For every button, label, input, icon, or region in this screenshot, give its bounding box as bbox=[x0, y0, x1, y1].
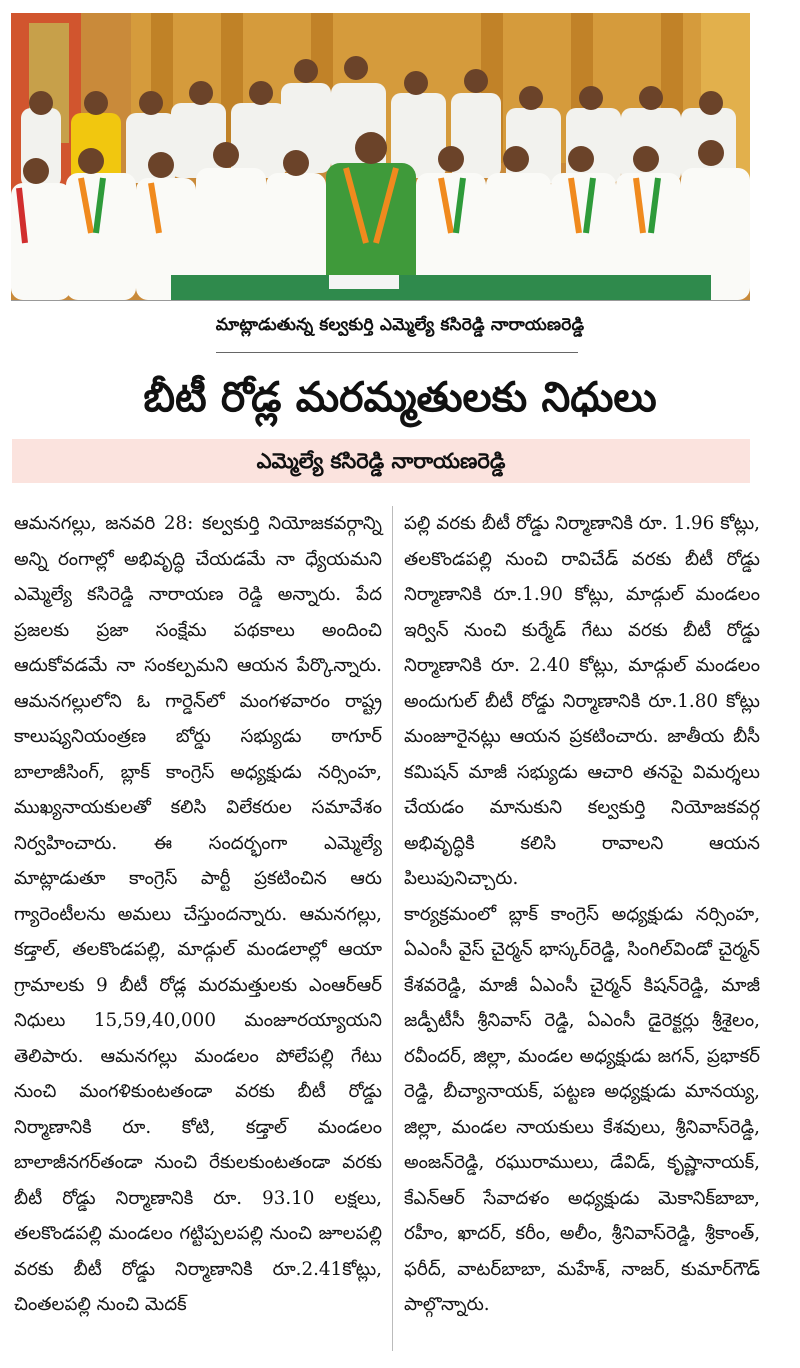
article-paragraph: పల్లి వరకు బీటీ రోడ్డు నిర్మాణానికి రూ. 1.96 కోట్లు, తలకొండపల్లి నుంచి రావిచేడ్ వరకు బీటీ రోడ్డు నిర్మాణానికి రూ.1.90 కోట్లు, మాడ్గుల్ మండలం ఇర్విన్ నుంచి కుర్మేడ్ గేటు వరకు బీటీ రోడ్డు నిర్మాణానికి రూ. 2.40 కోట్లు, మాడ్గుల్ మండలం అందుగుల్ బీటీ రోడ్డు నిర్మాణానికి రూ.1.80 కోట్లు మంజూరైనట్లు ఆయన ప్రకటించారు. జాతీయ బీసీ కమిషన్ మాజీ సభ్యుడు ఆచారి తనపై విమర్శలు చేయడం మానుకుని కల్వకుర్తి నియోజకవర్గ అభివృద్ధికి కలిసి రావాలని ఆయన పిలుపునిచ్చారు. bbox=[404, 513, 760, 889]
column-divider bbox=[392, 506, 393, 1351]
article-column-right bbox=[404, 506, 760, 1323]
subheadline: ఎమ్మెల్యే కసిరెడ్డి నారాయణరెడ్డి bbox=[12, 439, 750, 483]
photo-caption: మాట్లాడుతున్న కల్వకుర్తి ఎమ్మెల్యే కసిరెడ్డి నారాయణరెడ్డి bbox=[215, 315, 585, 335]
article-paragraph: ఆమనగల్లు, జనవరి 28: కల్వకుర్తి నియోజకవర్గాన్ని అన్ని రంగాల్లో అభివృద్ధి చేయడమే నా ధ్యేయమని ఎమ్మెల్యే కసిరెడ్డి నారాయణ రెడ్డి అన్నారు. పేద ప్రజలకు ప్రజా సంక్షేమ పథకాలు అందించి ఆదుకోవడమే నా సంకల్పమని ఆయన పేర్కొన్నారు. ఆమనగల్లులోని ఓ గార్డెన్‌లో మంగళవారం రాష్ట్ర కాలుష్యనియంత్రణ బోర్డు సభ్యుడు ఠాగూర్ బాలాజీసింగ్, బ్లాక్ కాంగ్రెస్ అధ్యక్షుడు నర్సింహ, ముఖ్యనాయకులతో కలిసి విలేకరుల సమావేశం నిర్వహించారు. ఈ సందర్భంగా ఎమ్మెల్యే మాట్లాడుతూ కాంగ్రెస్ పార్టీ ప్రకటించిన ఆరు గ్యారెంటీలను అమలు చేస్తుందన్నారు. ఆమనగల్లు, కడ్తాల్, తలకొండపల్లి, మాడ్గుల్ మండలాల్లో ఆయా గ్రామాలకు 9 బీటీ రోడ్ల మరమత్తులకు ఎంఆర్ఆర్ నిధులు 15,59,40,000 మంజూరయ్యాయని తెలిపారు. ఆమనగల్లు మండలం పోలేపల్లి గేటు నుంచి మంగళికుంటతండా వరకు బీటీ రోడ్డు నిర్మాణానికి రూ. కోటి, కడ్తాల్ మండలం బాలాజీనగర్‌తండా నుంచి రేకులకుంటతండా వరకు బీటీ రోడ్డు నిర్మాణానికి రూ. 93.10 లక్షలు, తలకొండపల్లి మండలం గట్టిప్పలపల్లి నుంచి జూలపల్లి వరకు బీటీ రోడ్డు నిర్మాణానికి రూ.2.41కోట్లు, చింతలపల్లి నుంచి మెదక్ bbox=[14, 513, 382, 1315]
headline: బీటీ రోడ్ల మరమ్మతులకు నిధులు bbox=[143, 373, 657, 421]
caption-divider bbox=[216, 352, 578, 353]
article-column-left bbox=[14, 506, 382, 1323]
group-photo-illustration bbox=[11, 13, 750, 300]
news-photo bbox=[11, 13, 750, 301]
article-paragraph: కార్యక్రమంలో బ్లాక్ కాంగ్రెస్ అధ్యక్షుడు నర్సింహ, ఏఎంసీ వైస్ చైర్మన్ భాస్కర్‌రెడ్డి, సింగిల్‌విండో చైర్మన్ కేశవరెడ్డి, మాజీ ఏఎంసీ చైర్మన్ కిషన్‌రెడ్డి, మాజీ జడ్పీటీసీ శ్రీనివాస్ రెడ్డి, ఏఎంసీ డైరెక్టర్లు శ్రీశైలం, రవీందర్, జిల్లా, మండల అధ్యక్షుడు జగన్, ప్రభాకర్ రెడ్డి, బీచ్యానాయక్, పట్టణ అధ్యక్షుడు మానయ్య, జిల్లా, మండల నాయకులు కేశవులు, శ్రీనివాస్‌రెడ్డి, అంజన్‌రెడ్డి, రఘురాములు, డేవిడ్, కృష్ణానాయక్, కేఎన్ఆర్ సేవాదళం అధ్యక్షుడు మెకానిక్‌బాబా, రహీం, ఖాదర్, కరీం, అలీం, శ్రీనివాస్‌రెడ్డి, శ్రీకాంత్, ఫరీద్, వాటర్‌బాబా, మహేశ్, నాజర్, కుమార్‌గౌడ్ పాల్గొన్నారు. bbox=[404, 903, 760, 1315]
